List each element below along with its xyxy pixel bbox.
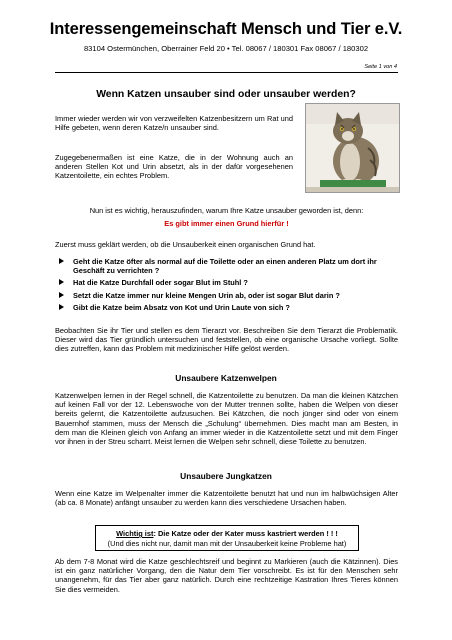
document-title: Wenn Katzen unsauber sind oder unsauber werden? (96, 89, 356, 100)
observation-paragraph: Beobachten Sie ihr Tier und stellen es dem Tierarzt vor. Beschreiben Sie dem Tierarzt die Problematik. Dieser wird das Tier gründlich untersuchen und feststellen, ob eine organische Ursache vorliegt. Sollte dies zutreffen, kann das Problem mit medizinischer Hilfe gelöst werden. (55, 326, 398, 354)
box-headline (96, 529, 358, 538)
arrow-bullet-icon (59, 304, 64, 310)
intro-paragraph-1: Immer wieder werden wir von verzweifelten Katzenbesitzern um Rat und Hilfe gebeten, wenn deren Katze/n unsauber sind. (55, 114, 293, 133)
list-item (59, 257, 399, 275)
question-text: Hat die Katze Durchfall oder sogar Blut im Stuhl ? (73, 278, 248, 288)
section-text-welpen: Katzenwelpen lernen in der Regel schnell, die Katzentoilette zu benutzen. Da man die kleinen Kätzchen auf keinen Fall vor der 12. Lebenswoche von der Mutter trennen sollte, haben die Welpen von dieser bereits gelernt, die Katzentoilette aufzusuchen. Bei Kätzchen, die noch jünger sind oder von einem Bauernhof stammen, muss der Mensch die „Schulung“ übernehmen. Dies macht man am Besten, in dem man die Kleinen gleich von Anfang an immer wieder in die Katzentoilette setzt und mit dem Finger vor ihnen in der Streu scharrt. Meist lernen die Welpen sehr schnell, diese Toilette zu benutzen. (55, 391, 398, 447)
question-text: Setzt die Katze immer nur kleine Mengen Urin ab, oder ist sogar Blut darin ? (73, 290, 340, 300)
cat-illustration (306, 104, 399, 192)
arrow-bullet-icon (59, 258, 64, 264)
question-text: Geht die Katze öfter als normal auf die Toilette oder an einen anderen Platz um dort ihr Geschäft zu verrichten ? (73, 257, 377, 276)
list-item (59, 303, 399, 312)
section-title-welpen: Unsaubere Katzenwelpen (175, 373, 277, 383)
section-title-jungkatzen: Unsaubere Jungkatzen (180, 471, 272, 481)
important-emphasis: Es gibt immer einen Grund hierfür ! (164, 219, 289, 228)
question-list (59, 257, 399, 315)
arrow-bullet-icon (59, 279, 64, 285)
box-statement: : Die Katze oder der Kater muss kastriert werden ! ! ! (153, 529, 338, 538)
organic-check-intro: Zuerst muss geklärt werden, ob die Unsauberkeit einen organischen Grund hat. (55, 240, 316, 249)
important-box (95, 525, 359, 551)
important-note: Nun ist es wichtig, herauszufinden, warum Ihre Katze unsauber geworden ist, denn: (89, 206, 364, 215)
list-item (59, 278, 399, 287)
header-divider (55, 72, 398, 73)
intro-paragraph-2: Zugegebenermaßen ist eine Katze, die in der Wohnung auch an anderen Stellen Kot und Urin absetzt, als in der dafür vorgesehenen Katzentoilette, ein echtes Problem. (55, 153, 293, 181)
box-label: Wichtig ist (116, 529, 154, 538)
section-text-jungkatzen: Wenn eine Katze im Welpenalter immer die Katzentoilette benutzt hat und nun im halbwüchsigen Alter (ab ca. 8 Monate) anfängt unsauber zu werden kann dies verschiedene Ursachen haben. (55, 489, 398, 508)
closing-paragraph: Ab dem 7-8 Monat wird die Katze geschlechtsreif und beginnt zu Markieren (auch die Kätzinnen). Dies ist ein ganz natürlicher Vorgang, den die Natur dem Tier vorschreibt. Es ist für den Menschen sehr unangenehm, für das Tier aber ganz natürlich. Durch eine rechtzeitige Kastration Ihres Tieres können Sie dies vermeiden. (55, 557, 398, 594)
list-item (59, 291, 399, 300)
organization-address: 83104 Ostermünchen, Oberrainer Feld 20 • Tel. 08067 / 180301 Fax 08067 / 180302 (83, 44, 369, 53)
cat-photo (305, 103, 400, 193)
organization-title: Interessengemeinschaft Mensch und Tier e.V. (49, 20, 403, 38)
arrow-bullet-icon (59, 292, 64, 298)
box-note: (Und dies nicht nur, damit man mit der Unsauberkeit keine Probleme hat) (107, 539, 347, 548)
question-text: Gibt die Katze beim Absatz von Kot und Urin Laute von sich ? (73, 302, 290, 312)
page-number: Seite 1 von 4 (364, 64, 397, 70)
